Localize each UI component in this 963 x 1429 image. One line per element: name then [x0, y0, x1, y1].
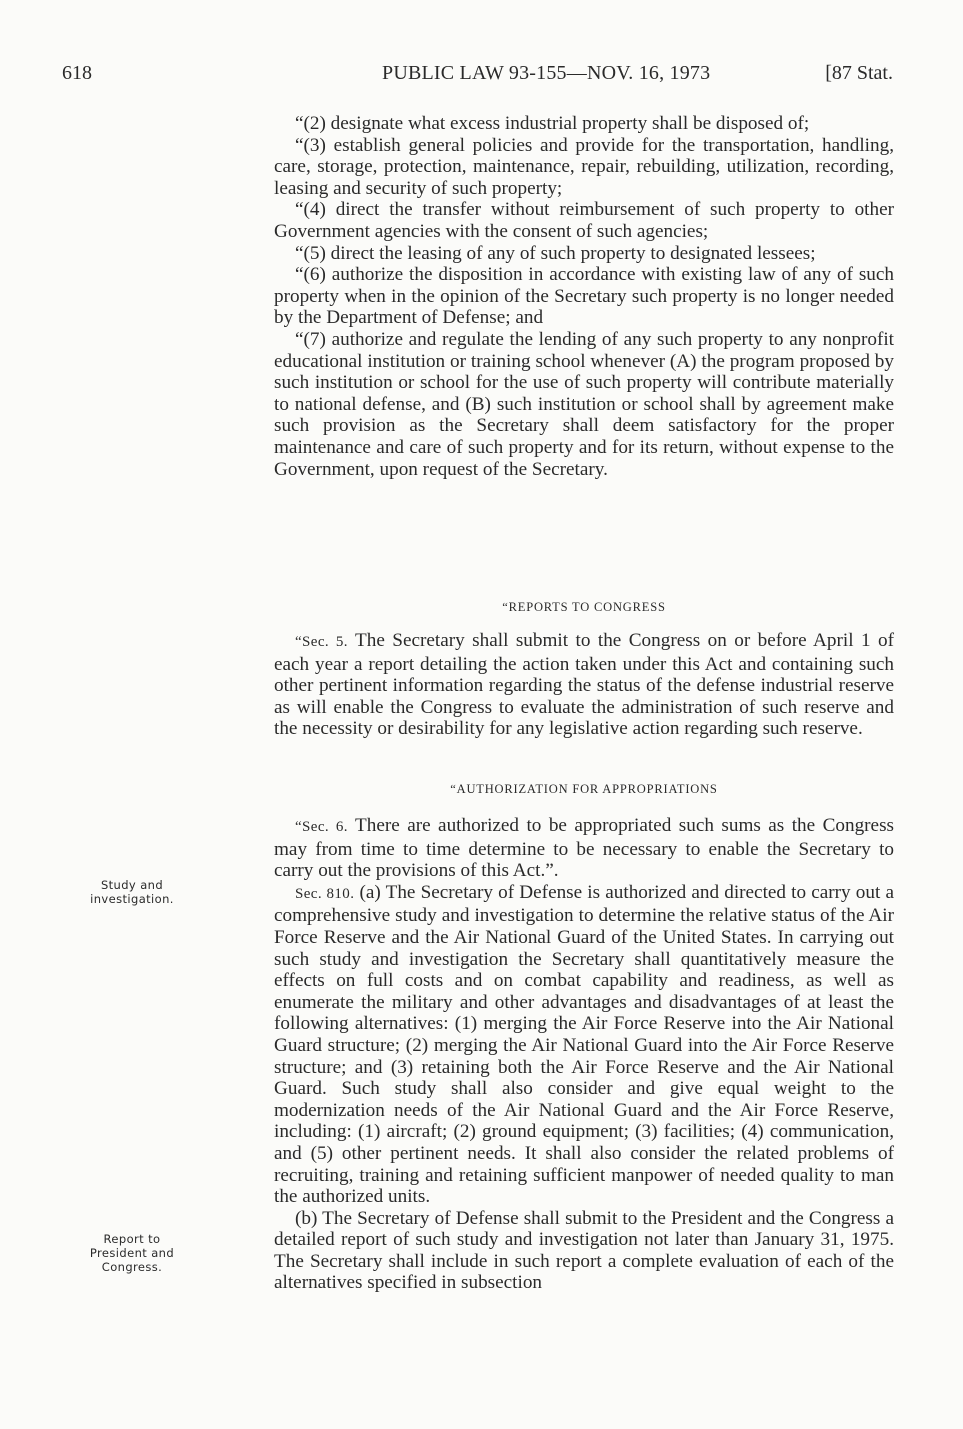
clause-2: “(2) designate what excess industrial property shall be disposed of; [295, 113, 810, 134]
heading-reports-to-congress: “REPORTS TO CONGRESS [502, 600, 666, 614]
statute-reference: [87 Stat. [825, 62, 893, 84]
margin-note-study [68, 878, 196, 906]
section-810b-paragraph: (b) The Secretary of Defense shall submit to the President and the Congress a detailed report of such study and investigation not later than January 31, 1975. The Secretary shall include in such report a complete evaluation of each of the alternatives specified in subsection [274, 1207, 894, 1294]
margin-note-study-line: Study and [100, 878, 164, 892]
running-title: PUBLIC LAW 93-155—NOV. 16, 1973 [382, 62, 711, 84]
section-5-paragraph [274, 630, 894, 740]
page-header [62, 62, 893, 88]
clause-6: “(6) authorize the disposition in accordance with existing law of any of such property when in the opinion of the Secretary such property is no longer needed by the Department of Defense; and [274, 264, 894, 329]
section-6-paragraph [274, 815, 894, 882]
amendment-clauses [274, 113, 894, 480]
margin-note-study-line: investigation. [90, 892, 174, 906]
heading-authorization-for-appropriations: “AUTHORIZATION FOR APPROPRIATIONS [450, 782, 718, 796]
section-6-text: There are authorized to be appropriated such sums as the Congress may from time to time determine to be necessary to enable the Secretary to carry out the provisions of this Act.”. [274, 815, 895, 882]
section-5-text: The Secretary shall submit to the Congress on or before April 1 of each year a report detailing the action taken under this Act and containing such other pertinent information regarding the status of the defense industrial reserve as will enable the Congress to evaluate the administration of such reserve and the necessity or desirability for any legislative action regarding such reserve. [274, 630, 895, 740]
section-5-label: “Sec. 5. [295, 634, 348, 650]
clause-3: “(3) establish general policies and provide for the transportation, handling, care, storage, protection, maintenance, repair, rebuilding, utilization, recording, leasing and security of such property; [274, 134, 894, 199]
margin-note-report [68, 1232, 196, 1274]
section-810-label: Sec. 810. [295, 885, 355, 902]
clause-4: “(4) direct the transfer without reimbursement of such property to other Government agencies with the consent of such agencies; [274, 199, 894, 242]
margin-note-report-line: President and [89, 1246, 175, 1260]
margin-note-report-line: Report to [103, 1232, 161, 1246]
clause-5: “(5) direct the leasing of any of such property to designated lessees; [295, 242, 816, 264]
clause-7: “(7) authorize and regulate the lending of any such property to any nonprofit educational institution or training school whenever (A) the program proposed by such institution or school for the use of such property will contribute materially to national defense, and (B) such institution or school shall by agreement make such provision as the Secretary shall deem satisfactory for the proper maintenance and care of such property and for its return, without expense to the Government, upon request of the Secretary. [274, 328, 894, 480]
section-6-label: “Sec. 6. [295, 819, 348, 835]
margin-note-report-line: Congress. [101, 1260, 163, 1274]
section-810a-text: (a) The Secretary of Defense is authorized and directed to carry out a comprehensive study and investigation to determine the relative status of the Air Force Reserve and the Air National Guard of the United States. In carrying out such study and investigation the Secretary shall quantitatively measure the effects on full costs and on combat capability and readiness, as well as enumerate the military and other advantages and disadvantages of at least the following alternatives: (1) merging the Air Force Reserve into the Air National Guard structure; (2) merging the Air National Guard into the Air Force Reserve structure; and (3) retaining both the Air Force Reserve and the Air National Guard. Such study shall also consider and give equal weight to the modernization needs of the Air National Guard and the Air Force Reserve, including: (1) aircraft; (2) ground equipment; (3) facilities; (4) communication, and (5) other pertinent needs. It shall also consider the related problems of recruiting, training and retaining sufficient manpower of needed quality to man the authorized units. [274, 881, 894, 1208]
page-number: 618 [62, 62, 92, 84]
section-810a-paragraph [274, 882, 894, 1208]
section-6-and-810 [274, 815, 894, 1294]
section-5 [274, 630, 894, 740]
